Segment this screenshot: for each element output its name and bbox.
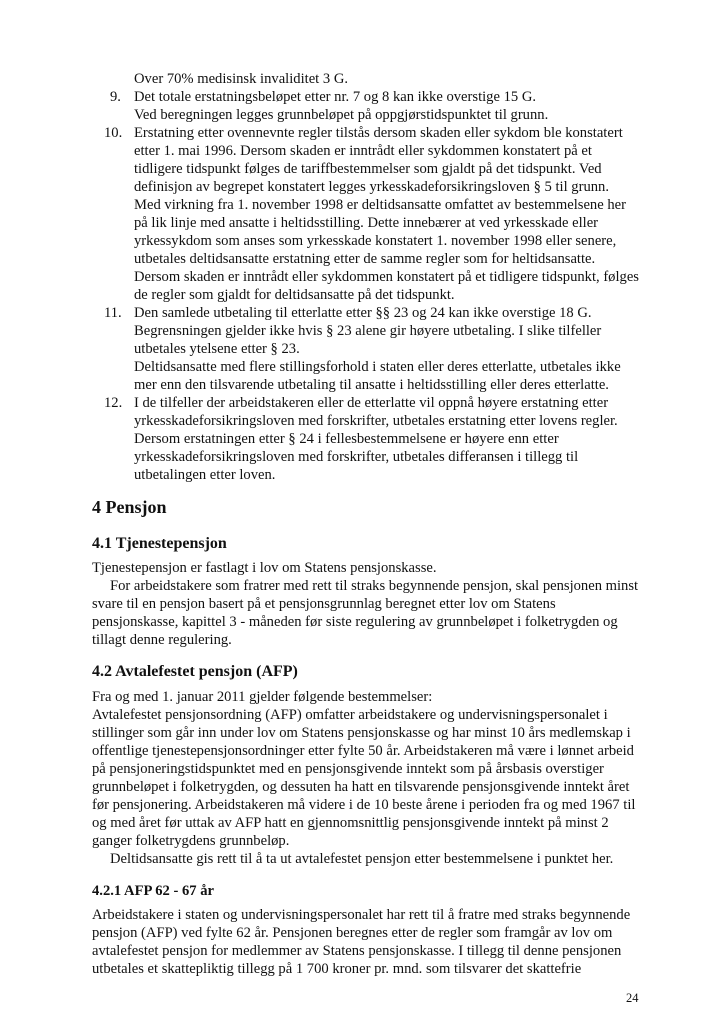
paragraph-line: tillagt denne regulering.: [92, 632, 232, 648]
subsubsection-heading: 4.2.1 AFP 62 - 67 år: [92, 883, 215, 899]
list-item-11-line: Begrensningen gjelder ikke hvis § 23 alene gir høyere utbetaling. I slike tilfeller: [134, 323, 602, 339]
paragraph-line: før pensjonering. Arbeidstakeren må videre i de 10 beste årene i perioden fra og med 1967 til: [92, 797, 636, 813]
list-item-9-line: Det totale erstatningsbeløpet etter nr. 7 og 8 kan ikke overstige 15 G.: [134, 89, 537, 105]
list-item-12-line: utbetalingen etter loven.: [134, 467, 276, 483]
paragraph-line: utbetales et skattepliktig tillegg på 1 700 kroner pr. mnd. som tilsvarer det skattefrie: [92, 961, 582, 977]
list-item-12-line: yrkesskadeforsikringsloven med forskrifter, utbetales differansen i tillegg til: [134, 449, 579, 465]
list-item-12-line: Dersom erstatningen etter § 24 i fellesbestemmelsene er høyere enn etter: [134, 431, 559, 447]
subsection-heading: 4.1 Tjenestepensjon: [92, 535, 227, 552]
paragraph-line: For arbeidstakere som fratrer med rett til straks begynnende pensjon, skal pensjonen minst: [110, 578, 639, 594]
page-number: 24: [626, 991, 639, 1005]
paragraph-line: pensjon (AFP) ved fylte 62 år. Pensjonen beregnes etter de regler som framgår av lov om: [92, 925, 613, 941]
list-item-12-line: yrkesskadeforsikringsloven med forskrifter, utbetales erstatning etter lovens regler.: [134, 413, 618, 429]
list-item-9-line: Ved beregningen legges grunnbeløpet på oppgjørstidspunktet til grunn.: [134, 107, 549, 123]
list-item-12-line: I de tilfeller der arbeidstakeren eller de etterlatte vil oppnå høyere erstatning etter: [134, 395, 609, 411]
list-item-11-line: utbetales ytelsene etter § 23.: [134, 341, 300, 357]
list-item-10-line: etter 1. mai 1996. Dersom skaden er inntrådt eller sykdommen konstatert på et: [134, 143, 592, 159]
list-item-10-line: yrkessykdom som anses som yrkesskade konstatert 1. november 1998 eller senere,: [134, 233, 617, 249]
paragraph-line: offentlige tjenestepensjonsordninger etter fylte 50 år. Arbeidstakeren må være i lønnet arbeid: [92, 743, 634, 759]
paragraph-line: og med året før uttak av AFP hatt en gjennomsnittlig pensjonsgivende inntekt på minst 2: [92, 815, 609, 831]
list-item-10-line: definisjon av begrepet konstatert legges yrkesskadeforsikringsloven § 5 til grunn.: [134, 179, 609, 195]
list-item-10-line: Med virkning fra 1. november 1998 er deltidsansatte omfattet av bestemmelsene her: [134, 197, 626, 213]
list-number: 10.: [104, 125, 123, 141]
paragraph-line: stillinger som går inn under lov om Statens pensjonskasse og har minst 10 års medlemskap i: [92, 725, 631, 741]
paragraph-line: pensjonskasse, kapittel 3 - måneden før siste regulering av grunnbeløpet i folketrygden og: [92, 614, 618, 630]
paragraph-line: svare til en pensjon basert på et pensjonsgrunnlag beregnet etter lov om Statens: [92, 596, 556, 612]
paragraph-line: Fra og med 1. januar 2011 gjelder følgende bestemmelser:: [92, 689, 433, 705]
paragraph-line: Tjenestepensjon er fastlagt i lov om Statens pensjonskasse.: [92, 560, 437, 576]
list-number: 12.: [104, 395, 123, 411]
paragraph-line: på pensjoneringstidspunktet med en pensjonsgivende inntekt som på årsbasis overstiger: [92, 761, 604, 777]
paragraph-line: Deltidsansatte gis rett til å ta ut avtalefestet pensjon etter bestemmelsene i punktet her.: [110, 851, 614, 867]
paragraph-line: ganger folketrygdens grunnbeløp.: [92, 833, 290, 849]
list-item-10-line: Erstatning etter ovennevnte regler tilstås dersom skaden eller sykdom ble konstatert: [134, 125, 623, 141]
list-item-11-line: mer enn den tilsvarende utbetaling til ansatte i heltidsstilling eller deres etterlatte.: [134, 377, 609, 393]
list-item-11-line: Den samlede utbetaling til etterlatte etter §§ 23 og 24 kan ikke overstige 18 G.: [134, 305, 592, 321]
list-item-10-line: utbetales deltidsansatte erstatning etter de samme regler som for heltidsansatte.: [134, 251, 596, 267]
section-heading: 4 Pensjon: [92, 497, 167, 517]
list-continuation-line: Over 70% medisinsk invaliditet 3 G.: [134, 71, 349, 87]
paragraph-line: Avtalefestet pensjonsordning (AFP) omfatter arbeidstakere og undervisningspersonalet i: [92, 707, 608, 723]
list-number: 11.: [104, 305, 122, 321]
paragraph-line: grunnbeløpet i folketrygden, og dessuten ha hatt en tilsvarende pensjonsgivende inntekt året: [92, 779, 630, 795]
list-number: 9.: [110, 89, 121, 105]
subsection-heading: 4.2 Avtalefestet pensjon (AFP): [92, 663, 298, 680]
list-item-10-line: Dersom skaden er inntrådt eller sykdommen konstatert på et tidligere tidspunkt, følges: [134, 269, 639, 285]
list-item-10-line: de regler som gjaldt for deltidsansatte på det tidspunkt.: [134, 287, 455, 303]
paragraph-line: Arbeidstakere i staten og undervisningspersonalet har rett til å fratre med straks begynnende: [92, 907, 631, 923]
list-item-10-line: tidligere tidspunkt følges de tariffbestemmelser som gjaldt på det tidspunkt. Ved: [134, 161, 602, 177]
list-item-11-line: Deltidsansatte med flere stillingsforhold i staten eller deres etterlatte, utbetales ikke: [134, 359, 621, 375]
paragraph-line: avtalefestet pensjon for medlemmer av Statens pensjonskasse. I tillegg til denne pensjonen: [92, 943, 622, 959]
list-item-10-line: på lik linje med ansatte i heltidsstilling. Dette innebærer at ved yrkesskade eller: [134, 215, 599, 231]
